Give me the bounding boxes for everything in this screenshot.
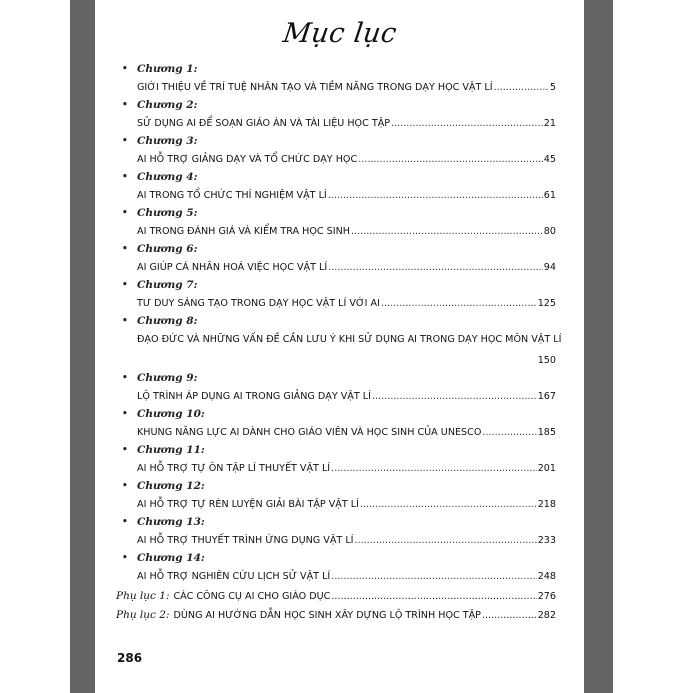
- chapter-title: AI GIÚP CÁ NHÂN HOÁ VIỆC HỌC VẬT LÍ: [137, 262, 328, 273]
- toc-entry-9: [116, 371, 556, 407]
- dot-leader: [331, 587, 536, 606]
- bullet-icon: •: [122, 208, 128, 218]
- page-ref: 45: [543, 154, 556, 165]
- dot-leader: [482, 422, 536, 443]
- chapter-label: Chương 3:: [137, 135, 198, 147]
- appendix-label: Phụ lục 1:: [116, 590, 170, 602]
- toc-entry-12: [116, 479, 556, 515]
- bullet-icon: •: [122, 136, 128, 146]
- page-ref: 125: [537, 298, 556, 309]
- table-of-contents: [116, 62, 562, 625]
- chapter-title: SỬ DỤNG AI ĐỂ SOẠN GIÁO ÁN VÀ TÀI LIỆU HỌC TẬP: [137, 118, 391, 129]
- chapter-label: Chương 7:: [137, 279, 198, 291]
- toc-entry-1: [116, 62, 556, 98]
- chapter-label: Chương 2:: [137, 99, 198, 111]
- page-ref: 282: [537, 610, 556, 621]
- page-ref: 201: [537, 463, 556, 474]
- dot-leader: [351, 221, 543, 242]
- dot-leader: [391, 113, 543, 134]
- dot-leader: [355, 530, 537, 551]
- page-ref: 94: [543, 262, 556, 273]
- chapter-label: Chương 1:: [137, 63, 198, 75]
- toc-entry-2: [116, 98, 556, 134]
- chapter-label: Chương 6:: [137, 243, 198, 255]
- toc-entry-13: [116, 515, 556, 551]
- toc-entry-4: [116, 170, 556, 206]
- toc-entry-6: [116, 242, 556, 278]
- appendix-label: Phụ lục 2:: [116, 609, 170, 621]
- bullet-icon: •: [122, 553, 128, 563]
- bullet-icon: •: [122, 517, 128, 527]
- toc-entry-5: [116, 206, 556, 242]
- page-ref: 21: [543, 118, 556, 129]
- page-ref: 167: [537, 391, 556, 402]
- page-ref: 276: [537, 591, 556, 602]
- toc-entry-7: [116, 278, 556, 314]
- chapter-label: Chương 9:: [137, 372, 198, 384]
- chapter-title: AI HỖ TRỢ THUYẾT TRÌNH ỨNG DỤNG VẬT LÍ: [137, 535, 354, 546]
- dot-leader: [381, 293, 537, 314]
- chapter-title: GIỚI THIỆU VỀ TRÍ TUỆ NHÂN TẠO VÀ TIỀM NĂNG TRONG DẠY HỌC VẬT LÍ: [137, 82, 493, 93]
- chapter-label: Chương 11:: [137, 444, 205, 456]
- chapter-title: AI HỖ TRỢ TỰ RÈN LUYỆN GIẢI BÀI TẬP VẬT LÍ: [137, 499, 359, 510]
- chapter-title: AI HỖ TRỢ GIẢNG DẠY VÀ TỔ CHỨC DẠY HỌC: [137, 154, 358, 165]
- page-ref: 185: [537, 427, 556, 438]
- page-ref: 233: [537, 535, 556, 546]
- chapter-label: Chương 13:: [137, 516, 205, 528]
- page-ref: 61: [543, 190, 556, 201]
- dot-leader: [331, 458, 537, 479]
- appendix-entry-1: [116, 587, 556, 606]
- bullet-icon: •: [122, 373, 128, 383]
- toc-entry-14: [116, 551, 556, 587]
- chapter-title: KHUNG NĂNG LỰC AI DÀNH CHO GIÁO VIÊN VÀ HỌC SINH CỦA UNESCO: [137, 427, 482, 438]
- bullet-icon: •: [122, 64, 128, 74]
- bullet-icon: •: [122, 481, 128, 491]
- dot-leader: [360, 494, 537, 515]
- bullet-icon: •: [122, 316, 128, 326]
- page-ref: 248: [537, 571, 556, 582]
- page-title: Mục lục: [281, 18, 399, 49]
- bullet-icon: •: [122, 100, 128, 110]
- chapter-label: Chương 12:: [137, 480, 205, 492]
- page-ref: 5: [549, 82, 556, 93]
- dot-leader: [328, 257, 543, 278]
- page-ref: 150: [537, 355, 556, 366]
- dot-leader: [494, 77, 549, 98]
- page-ref: 218: [537, 499, 556, 510]
- dot-leader: [328, 185, 543, 206]
- right-dark-border: [584, 0, 613, 693]
- chapter-title: LỘ TRÌNH ÁP DỤNG AI TRONG GIẢNG DẠY VẬT LÍ: [137, 391, 371, 402]
- bullet-icon: •: [122, 445, 128, 455]
- dot-leader: [358, 149, 543, 170]
- chapter-label: Chương 5:: [137, 207, 198, 219]
- dot-leader: [331, 566, 536, 587]
- bullet-icon: •: [122, 409, 128, 419]
- bullet-icon: •: [122, 280, 128, 290]
- chapter-label: Chương 10:: [137, 408, 205, 420]
- chapter-title: AI TRONG ĐÁNH GIÁ VÀ KIỂM TRA HỌC SINH: [137, 226, 350, 237]
- toc-entry-11: [116, 443, 556, 479]
- page-ref: 80: [543, 226, 556, 237]
- chapter-title: AI HỖ TRỢ TỰ ÔN TẬP LÍ THUYẾT VẬT LÍ: [137, 463, 331, 474]
- appendix-entry-2: [116, 606, 556, 625]
- toc-entry-3: [116, 134, 556, 170]
- dot-leader: [372, 386, 537, 407]
- left-dark-border: [70, 0, 95, 693]
- bullet-icon: •: [122, 244, 128, 254]
- appendix-title: CÁC CÔNG CỤ AI CHO GIÁO DỤC: [173, 591, 331, 602]
- chapter-title: ĐẠO ĐỨC VÀ NHỮNG VẤN ĐỀ CẦN LƯU Ý KHI SỬ DỤNG AI TRONG DẠY HỌC MÔN VẬT LÍ: [137, 334, 562, 345]
- chapter-title: AI HỖ TRỢ NGHIÊN CỨU LỊCH SỬ VẬT LÍ: [137, 571, 331, 582]
- chapter-title: AI TRONG TỔ CHỨC THÍ NGHIỆM VẬT LÍ: [137, 190, 327, 201]
- toc-entry-10: [116, 407, 556, 443]
- dot-leader: [482, 606, 537, 625]
- chapter-title: TƯ DUY SÁNG TẠO TRONG DẠY HỌC VẬT LÍ VỚI AI: [137, 298, 380, 309]
- appendix-title: DÙNG AI HƯỚNG DẪN HỌC SINH XÂY DỰNG LỘ TRÌNH HỌC TẬP: [173, 610, 481, 621]
- chapter-label: Chương 14:: [137, 552, 205, 564]
- chapter-label: Chương 8:: [137, 315, 198, 327]
- page-number: 286: [117, 651, 143, 665]
- chapter-label: Chương 4:: [137, 171, 198, 183]
- bullet-icon: •: [122, 172, 128, 182]
- toc-entry-8: [116, 314, 562, 371]
